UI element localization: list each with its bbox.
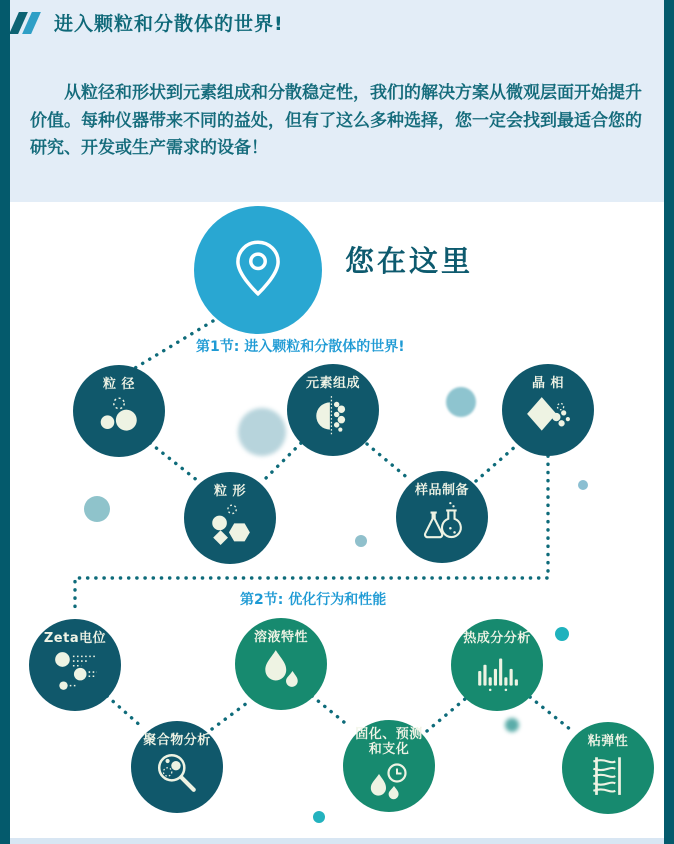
node-viscoelasticity	[562, 722, 654, 814]
node-particle-size	[73, 365, 165, 457]
deco-circle	[505, 718, 519, 732]
left-border-bar	[0, 0, 10, 844]
deco-circle	[578, 480, 588, 490]
node-label: 晶 相	[531, 376, 565, 391]
intro-paragraph: 从粒径和形状到元素组成和分散稳定性，我们的解决方案从微观层面开始提升价值。每种仪器带来不同的益处，但有了这么多种选择，您一定会找到最适合您的研究、开发或生产需求的设备！	[30, 83, 642, 159]
elemental-composition-icon	[310, 393, 356, 443]
page-title: 进入颗粒和分散体的世界!	[54, 13, 284, 35]
location-pin-icon	[225, 235, 291, 305]
node-label: 热成分分析	[463, 631, 531, 646]
deco-circle	[238, 408, 286, 456]
node-label: 聚合物分析	[143, 733, 211, 748]
node-label: 样品制备	[414, 483, 469, 498]
node-label: 粘弹性	[587, 734, 629, 749]
node-curing-prediction-branching	[343, 720, 435, 812]
page-header	[14, 9, 284, 36]
right-border-bar	[664, 0, 674, 844]
node-polymer-analysis	[131, 721, 223, 813]
section1-label: 第1节: 进入颗粒和分散体的世界!	[196, 339, 405, 355]
node-label: 粒 形	[213, 484, 247, 499]
node-sample-prep	[396, 471, 488, 563]
particle-size-icon	[96, 394, 142, 444]
node-elemental-composition	[287, 364, 379, 456]
deco-circle	[84, 496, 110, 522]
crystal-phase-icon	[525, 393, 571, 443]
curing-clock-drops-icon	[366, 759, 412, 809]
viscoelasticity-icon	[585, 751, 631, 801]
node-crystal-phase	[502, 364, 594, 456]
zeta-potential-icon	[52, 648, 98, 698]
deco-circle	[446, 387, 476, 417]
double-slash-icon	[14, 12, 40, 34]
solution-properties-icon	[258, 647, 304, 697]
thermal-analysis-icon	[474, 648, 520, 698]
node-solution-properties	[235, 618, 327, 710]
node-particle-shape	[184, 472, 276, 564]
node-thermal-analysis	[451, 619, 543, 711]
section2-label: 第2节: 优化行为和性能	[240, 592, 387, 608]
bottom-band	[10, 838, 664, 844]
node-label: 溶液特性	[253, 630, 308, 645]
node-label: 元素组成	[305, 376, 360, 391]
node-label: 粒 径	[102, 377, 136, 392]
deco-circle	[313, 811, 325, 823]
sample-preparation-icon	[419, 500, 465, 550]
particle-shape-icon	[207, 501, 253, 551]
deco-circle	[555, 627, 569, 641]
node-label: 固化、预测和支化	[355, 727, 423, 757]
deco-circle	[355, 535, 367, 547]
node-label: Zeta电位	[43, 631, 107, 646]
node-zeta-potential	[29, 619, 121, 711]
polymer-analysis-icon	[154, 750, 200, 800]
you-are-here-circle	[194, 206, 322, 334]
you-are-here-label: 您在这里	[345, 244, 474, 278]
